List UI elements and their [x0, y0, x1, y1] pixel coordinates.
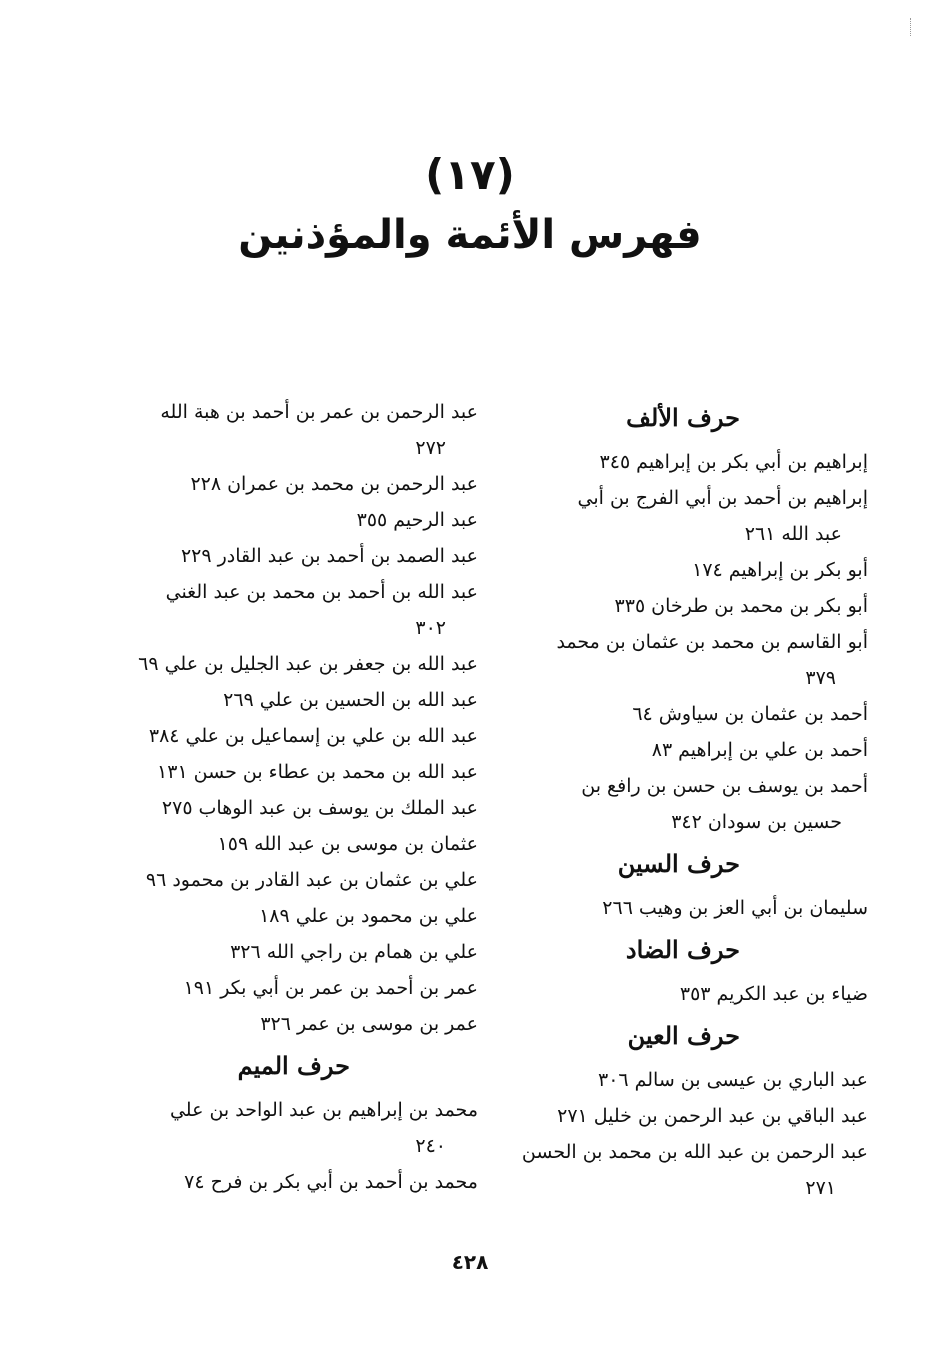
entry-name: عبد الله بن أحمد بن محمد بن عبد الغني [165, 581, 478, 603]
index-entry [108, 646, 478, 682]
entry-page-number: ٧٤ [184, 1171, 205, 1193]
entry-continuation [498, 1170, 868, 1206]
entry-name: عمر بن موسى بن عمر [296, 1013, 478, 1035]
entry-name: عبد الباقي بن عبد الرحمن بن خليل [593, 1105, 868, 1127]
entry-page-number: ٦٤ [632, 703, 653, 725]
index-entry [498, 890, 868, 926]
entry-page-number: ٣٧٩ [805, 667, 836, 689]
index-entry [498, 768, 868, 840]
entry-continuation [108, 430, 478, 466]
entry-name: أبو بكر بن محمد بن طرخان [651, 595, 868, 617]
index-entry [108, 790, 478, 826]
entry-name: عبد الرحمن بن محمد بن عمران [227, 473, 478, 495]
entry-page-number: ٣٢٦ [230, 941, 261, 963]
letter-heading: حرف السين [617, 849, 740, 878]
entry-page-number: ١٩١ [183, 977, 215, 999]
entry-page-number: ١٧٤ [692, 559, 723, 581]
index-entry [108, 538, 478, 574]
entry-name: محمد بن أحمد بن أبي بكر بن فرح [210, 1171, 478, 1193]
index-entry [498, 480, 868, 552]
entry-continuation-text: عبد الله [781, 523, 842, 545]
index-column-left [108, 394, 478, 1200]
entry-page-number: ٢٦٦ [602, 897, 633, 919]
index-entry [108, 394, 478, 466]
entry-name: ضياء بن عبد الكريم [716, 983, 868, 1005]
index-entry [108, 466, 478, 502]
index-entry [498, 624, 868, 696]
entry-page-number: ٢٧١ [805, 1177, 836, 1199]
entry-page-number: ٢٧١ [557, 1105, 588, 1127]
scan-mark [910, 18, 914, 36]
entry-name: علي بن محمود بن علي [295, 905, 478, 927]
entry-name: عبد الباري بن عيسى بن سالم [634, 1069, 868, 1091]
index-entry [108, 718, 478, 754]
entry-name: علي بن عثمان بن عبد القادر بن محمود [172, 869, 478, 891]
entry-page-number: ٣٢٦ [260, 1013, 291, 1035]
entry-page-number: ٣٥٥ [356, 509, 388, 531]
entry-name: عبد الرحمن بن عمر بن أحمد بن هبة الله [160, 401, 478, 423]
entry-page-number: ١٨٩ [259, 905, 290, 927]
entry-name: عثمان بن موسى بن عبد الله [254, 833, 478, 855]
entry-page-number: ٣٤٢ [671, 811, 702, 833]
index-entry [108, 1164, 478, 1200]
entry-page-number: ٢٦١ [744, 523, 776, 545]
index-entry [498, 588, 868, 624]
chapter-title: فهرس الأئمة والمؤذنين [238, 212, 702, 258]
entry-page-number: ٢٢٨ [190, 473, 222, 495]
entry-continuation [108, 1128, 478, 1164]
entry-name: إبراهيم بن أحمد بن أبي الفرج بن أبي [577, 487, 868, 509]
entry-name: عبد الله بن الحسين بن علي [259, 689, 478, 711]
entry-page-number: ٣٠٦ [597, 1069, 629, 1091]
entry-continuation-text: حسين بن سودان [707, 811, 842, 833]
letter-heading: حرف الميم [237, 1051, 350, 1080]
index-entry [108, 574, 478, 646]
entry-name: علي بن همام بن راجي الله [266, 941, 478, 963]
entry-page-number: ١٣١ [157, 761, 188, 783]
entry-name: سليمان بن أبي العز بن وهيب [638, 897, 868, 919]
entry-name: عبد الرحيم [393, 509, 478, 531]
index-entry [498, 1134, 868, 1206]
entry-name: أبو بكر بن إبراهيم [728, 559, 868, 581]
index-entry [498, 732, 868, 768]
entry-page-number: ٣٣٥ [614, 595, 646, 617]
index-entry [498, 444, 868, 480]
entry-page-number: ٣٠٢ [415, 617, 446, 639]
index-entry [108, 862, 478, 898]
entry-page-number: ٨٣ [651, 739, 673, 761]
entry-page-number: ٢٤٠ [415, 1135, 446, 1157]
entry-name: أحمد بن عثمان بن سياوش [658, 703, 868, 725]
entry-name: عبد الملك بن يوسف بن عبد الوهاب [198, 797, 478, 819]
entry-continuation [498, 804, 868, 840]
entry-page-number: ٢٧٢ [415, 437, 446, 459]
entry-name: عبد الله بن علي بن إسماعيل بن علي [185, 725, 478, 747]
entry-page-number: ٢٦٩ [223, 689, 254, 711]
index-entry [108, 682, 478, 718]
entry-page-number: ٢٧٥ [161, 797, 193, 819]
letter-heading: حرف الألف [626, 403, 740, 432]
index-entry [108, 1092, 478, 1164]
entry-page-number: ٢٢٩ [180, 545, 212, 567]
index-column-right [498, 394, 868, 1206]
letter-heading: حرف العين [627, 1021, 740, 1050]
index-entry [498, 1062, 868, 1098]
entry-continuation [108, 610, 478, 646]
index-entry [108, 934, 478, 970]
entry-page-number: ٩٦ [145, 869, 167, 891]
entry-name: أحمد بن علي بن إبراهيم [678, 739, 868, 761]
entry-name: أبو القاسم بن محمد بن عثمان بن محمد [556, 631, 868, 653]
entry-name: عبد الله بن جعفر بن عبد الجليل بن علي [164, 653, 478, 675]
entry-page-number: ٣٥٣ [679, 983, 711, 1005]
page-number: ٤٢٨ [451, 1250, 489, 1274]
index-entry [498, 1098, 868, 1134]
index-entry [108, 898, 478, 934]
entry-page-number: ٦٩ [138, 653, 159, 675]
letter-heading: حرف الضاد [625, 935, 740, 964]
entry-continuation [498, 660, 868, 696]
index-entry [108, 502, 478, 538]
entry-name: إبراهيم بن أبي بكر بن إبراهيم [636, 451, 868, 473]
entry-name: أحمد بن يوسف بن حسن بن رافع بن [581, 775, 868, 797]
index-entry [108, 826, 478, 862]
entry-page-number: ٣٨٤ [148, 725, 180, 747]
index-entry [108, 1006, 478, 1042]
entry-name: عبد الله بن محمد بن عطاء بن حسن [193, 761, 478, 783]
index-entry [498, 976, 868, 1012]
index-entry [498, 696, 868, 732]
entry-name: عبد الرحمن بن عبد الله بن محمد بن الحسن [521, 1141, 868, 1163]
index-entry [108, 970, 478, 1006]
entry-name: عبد الصمد بن أحمد بن عبد القادر [217, 545, 478, 567]
entry-name: محمد بن إبراهيم بن عبد الواحد بن علي [169, 1099, 478, 1121]
entry-name: عمر بن أحمد بن عمر بن أبي بكر [220, 977, 478, 999]
chapter-number: (١٧) [425, 150, 515, 199]
entry-page-number: ٣٤٥ [599, 451, 631, 473]
index-entry [108, 754, 478, 790]
entry-page-number: ١٥٩ [217, 833, 249, 855]
entry-continuation [498, 516, 868, 552]
index-entry [498, 552, 868, 588]
